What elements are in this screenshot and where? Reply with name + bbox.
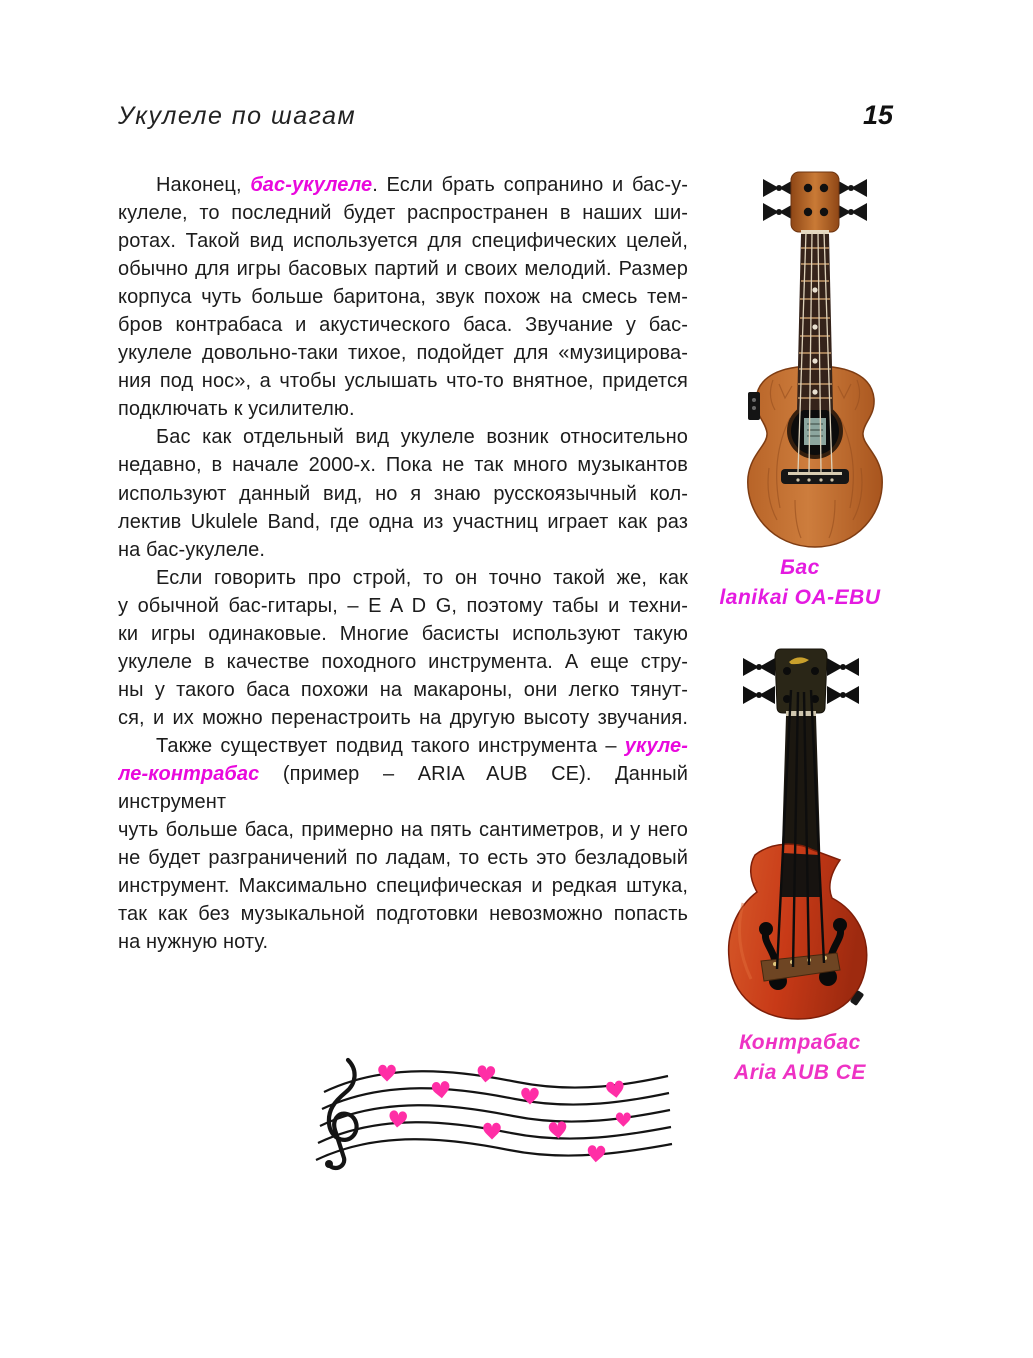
figure-bass-ukulele	[735, 168, 895, 560]
preamp-knob	[752, 406, 756, 410]
text-line: корпуса чуть больше баритона, звук похож на смесь тем-	[118, 286, 688, 309]
figure2-caption-name: Контрабас	[739, 1031, 861, 1054]
running-header-title: Укулеле по шагам	[118, 102, 357, 130]
heart-icon	[378, 1065, 396, 1082]
text-line: не будет разграничений по ладам, то есть это безладовый	[118, 847, 688, 870]
nut	[801, 230, 829, 234]
text-segment: (пример – ARIA AUB CE). Данный инструмент	[118, 762, 688, 814]
text-line: чуть больше баса, примерно на пять сантиметров, и у него	[118, 819, 688, 842]
text-line: так как без музыкальной подготовки невозможно попасть	[118, 903, 688, 926]
text-line: у обычной бас-гитары, – E A D G, поэтому табы и техни-	[118, 594, 688, 617]
bridge	[781, 469, 849, 484]
fingerboard-extension	[781, 853, 821, 897]
heart-icon	[477, 1065, 496, 1083]
text-line: укулеле довольно-таки тихое, подойдет для «музицирова-	[118, 342, 688, 365]
music-staff-decoration	[312, 1044, 684, 1183]
bass-ukulele-photo	[735, 168, 895, 555]
text-line: ротах. Такой вид используется для специфических целей,	[118, 230, 688, 253]
page-number: 15	[862, 100, 894, 130]
text-segment: . Если брать сопранино и бас-у-	[372, 174, 688, 196]
music-staff-icon	[312, 1044, 684, 1178]
text-line: обычно для игры басовых партий и своих мелодий. Размер	[118, 258, 688, 281]
heart-icon	[483, 1123, 501, 1140]
text-line: используют данный вид, но я знаю русскоязычный кол-	[118, 482, 688, 505]
text-line: ния под нос», а чтобы услышать что-то внятное, придется	[118, 370, 688, 393]
text-line	[118, 171, 688, 199]
text-line: ки игры одинаковые. Многие басисты используют такую	[118, 622, 688, 645]
headstock	[791, 172, 839, 232]
heart-icon	[605, 1080, 625, 1099]
figure2-caption	[700, 1028, 900, 1088]
text-line	[118, 760, 688, 816]
text-line: Бас как отдельный вид укулеле возник относительно	[156, 426, 688, 449]
soundhole-label	[804, 418, 826, 445]
heart-icon	[587, 1145, 606, 1163]
text-line: бров контрабаса и акустического баса. Звучание у бас-	[118, 314, 688, 337]
text-line: ны у такого баса похожи на макароны, они легко тянут-	[118, 678, 688, 701]
text-line: инструмент. Максимально специфическая и редкая штука,	[118, 875, 688, 898]
text-line: лектив Ukulele Band, где одна из участниц играет как раз	[118, 510, 688, 533]
text-line: Если говорить про строй, то он точно такой же, как	[156, 566, 688, 589]
treble-clef-icon	[325, 1060, 357, 1168]
highlight-term: ле-контрабас	[118, 762, 260, 785]
figure1-caption-model: lanikai OA-EBU	[719, 586, 881, 609]
body-text	[118, 171, 688, 956]
text-line: недавно, в начале 2000-х. Пока не так много музыкантов	[118, 454, 688, 477]
highlight-term: укуле-	[624, 734, 688, 757]
text-line	[118, 732, 688, 760]
heart-icon	[548, 1121, 567, 1139]
preamp-knob	[752, 398, 756, 402]
text-line: подключать к усилителю.	[118, 398, 355, 421]
highlight-term: бас-укулеле	[250, 174, 373, 196]
heart-icon	[616, 1112, 631, 1126]
text-line: на нужную ноту.	[118, 931, 269, 954]
figure1-caption-name: Бас	[780, 556, 820, 579]
contrabass-ukulele-photo	[703, 645, 893, 1025]
heart-icon	[431, 1081, 450, 1099]
text-line: ся, и их можно перенастроить на другую высоту звучания.	[118, 706, 688, 729]
text-line: укулеле в качестве походного инструмента. А еще стру-	[118, 650, 688, 673]
text-line: на бас-укулеле.	[118, 538, 266, 561]
figure1-caption	[700, 553, 900, 613]
text-segment: Также существует подвид такого инструмента –	[156, 734, 625, 757]
figure2-caption-model: Aria AUB CE	[734, 1061, 866, 1084]
figure-contrabass-ukulele	[703, 645, 893, 1030]
saddle	[788, 472, 842, 475]
text-segment: Наконец,	[156, 174, 251, 196]
text-line: кулеле, то последний будет распространен в наших ши-	[118, 202, 688, 225]
heart-icon	[388, 1110, 407, 1128]
